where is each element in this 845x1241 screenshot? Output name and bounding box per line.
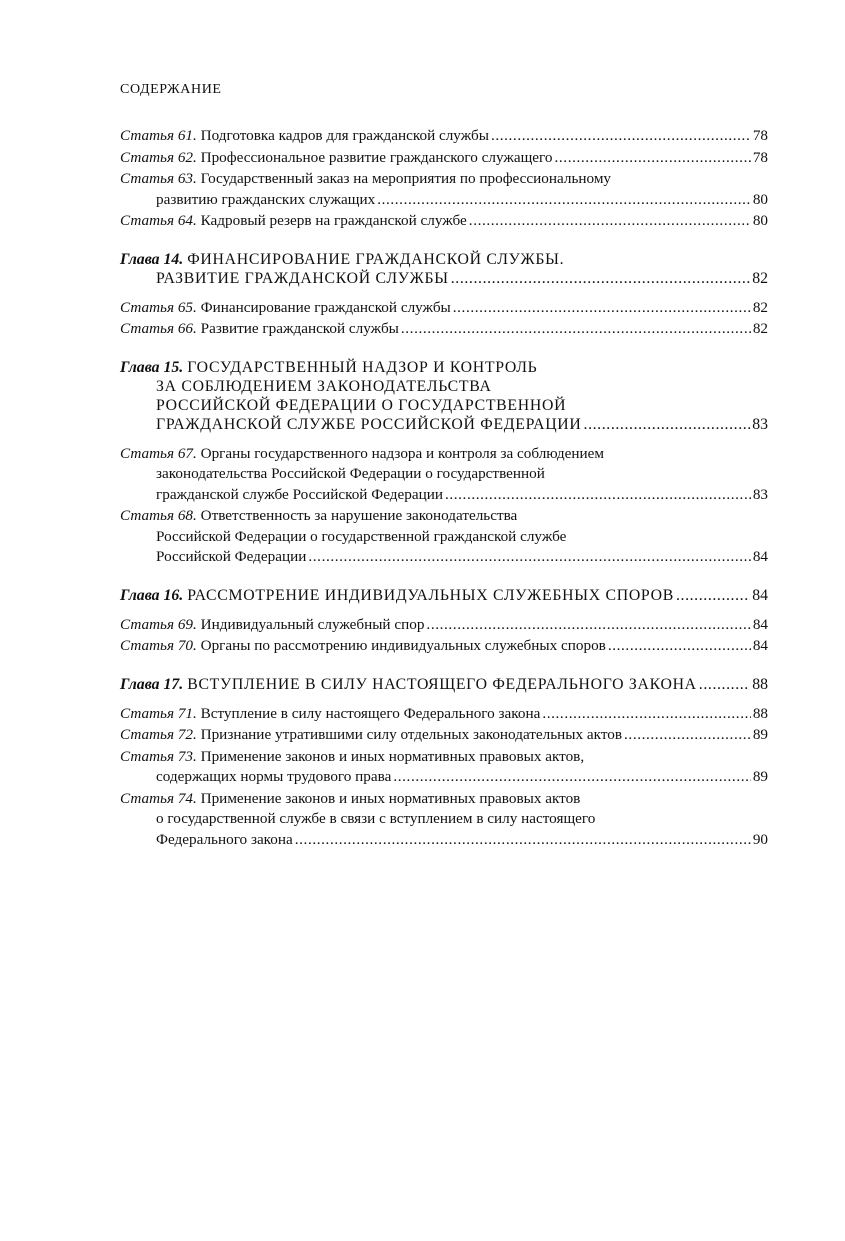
entry-title: Подготовка кадров для гражданской службы xyxy=(200,127,489,144)
entry-label: Глава 15. xyxy=(120,358,184,376)
dot-leader xyxy=(453,298,751,319)
toc-entry-article-67[interactable] xyxy=(120,444,768,506)
toc-entry-article-69[interactable] xyxy=(120,615,768,636)
toc-entry-chapter-14[interactable] xyxy=(120,250,768,288)
entry-title: РАССМОТРЕНИЕ ИНДИВИДУАЛЬНЫХ СЛУЖЕБНЫХ СПОРОВ xyxy=(187,586,674,604)
toc-entry-chapter-17[interactable] xyxy=(120,675,768,694)
toc-entry-article-63[interactable] xyxy=(120,169,768,210)
entry-title-continued: гражданской службе Российской Федерации xyxy=(156,485,443,503)
dot-leader xyxy=(469,211,751,232)
entry-title: ФИНАНСИРОВАНИЕ ГРАЖДАНСКОЙ СЛУЖБЫ. xyxy=(187,250,565,268)
entry-label: Статья 73. xyxy=(120,747,197,765)
entry-title-continued: ГРАЖДАНСКОЙ СЛУЖБЕ РОССИЙСКОЙ ФЕДЕРАЦИИ xyxy=(156,415,582,433)
entry-title-continued: ЗА СОБЛЮДЕНИЕМ ЗАКОНОДАТЕЛЬСТВА xyxy=(156,377,492,395)
entry-title: Ответственность за нарушение законодательства xyxy=(200,507,518,524)
entry-title: Индивидуальный служебный спор xyxy=(200,615,425,633)
entry-title-continued: РАЗВИТИЕ ГРАЖДАНСКОЙ СЛУЖБЫ xyxy=(156,269,449,287)
running-head: СОДЕРЖАНИЕ xyxy=(120,82,222,97)
page-number: 84 xyxy=(752,586,768,604)
entry-title: ВСТУПЛЕНИЕ В СИЛУ НАСТОЯЩЕГО ФЕДЕРАЛЬНОГО ЗАКОНА xyxy=(187,675,697,693)
entry-label: Глава 17. xyxy=(120,675,184,693)
entry-label: Статья 62. xyxy=(120,148,197,166)
entry-title-continued: Российской Федерации о государственной гражданской службе xyxy=(156,527,567,545)
entry-title-continued: Российской Федерации xyxy=(156,548,307,565)
entry-label: Статья 70. xyxy=(120,637,197,654)
page-number: 89 xyxy=(752,768,768,785)
entry-label: Статья 72. xyxy=(120,726,197,743)
page-number: 82 xyxy=(752,320,768,337)
entry-title-continued: о государственной службе в связи с вступлением в силу настоящего xyxy=(156,810,596,827)
dot-leader xyxy=(426,615,750,636)
entry-title-continued: развитию гражданских служащих xyxy=(156,190,376,208)
entry-label: Статья 67. xyxy=(120,444,197,462)
toc-entry-chapter-16[interactable] xyxy=(120,586,768,605)
dot-leader xyxy=(555,148,751,169)
entry-label: Статья 61. xyxy=(120,127,197,144)
entry-title: ГОСУДАРСТВЕННЫЙ НАДЗОР И КОНТРОЛЬ xyxy=(187,358,538,376)
entry-title-continued: Федерального закона xyxy=(156,830,293,848)
entry-title: Признание утратившими силу отдельных законодательных актов xyxy=(200,726,623,743)
page-number: 88 xyxy=(752,704,768,722)
dot-leader xyxy=(699,675,750,694)
entry-title: Государственный заказ на мероприятия по профессиональному xyxy=(200,170,612,187)
toc-entry-article-70[interactable] xyxy=(120,636,768,657)
dot-leader xyxy=(401,319,751,340)
entry-title: Развитие гражданской службы xyxy=(200,320,399,337)
entry-title: Финансирование гражданской службы xyxy=(200,298,451,316)
toc-entry-article-61[interactable] xyxy=(120,126,768,147)
entry-label: Статья 71. xyxy=(120,704,197,722)
toc-entry-article-68[interactable] xyxy=(120,506,768,568)
toc-entry-article-65[interactable] xyxy=(120,298,768,319)
dot-leader xyxy=(445,485,751,506)
dot-leader xyxy=(308,547,750,568)
toc-entry-chapter-15[interactable] xyxy=(120,358,768,434)
dot-leader xyxy=(491,126,751,147)
page-number: 84 xyxy=(752,615,768,633)
dot-leader xyxy=(451,269,750,288)
entry-title: Вступление в силу настоящего Федерального закона xyxy=(200,704,541,722)
entry-title: Органы по рассмотрению индивидуальных служебных споров xyxy=(200,637,606,654)
entry-title: Профессиональное развитие гражданского служащего xyxy=(200,148,553,166)
toc-entry-article-72[interactable] xyxy=(120,725,768,746)
entry-title: Применение законов и иных нормативных правовых актов, xyxy=(200,747,585,765)
page-number: 84 xyxy=(752,637,768,654)
entry-title: Органы государственного надзора и контроля за соблюдением xyxy=(200,444,604,462)
entry-label: Глава 14. xyxy=(120,250,184,268)
dot-leader xyxy=(676,586,750,605)
entry-title-continued: содержащих нормы трудового права xyxy=(156,768,392,785)
page-number: 89 xyxy=(752,726,768,743)
entry-label: Статья 63. xyxy=(120,170,197,187)
dot-leader xyxy=(295,830,751,851)
dot-leader xyxy=(584,415,751,434)
dot-leader xyxy=(377,190,751,211)
entry-label: Статья 68. xyxy=(120,507,197,524)
table-of-contents xyxy=(120,125,768,850)
page-number: 90 xyxy=(752,830,768,848)
toc-entry-article-73[interactable] xyxy=(120,747,768,788)
page-number: 78 xyxy=(752,148,768,166)
toc-entry-article-74[interactable] xyxy=(120,789,768,851)
entry-label: Глава 16. xyxy=(120,586,184,604)
page-number: 83 xyxy=(752,485,768,503)
entry-label: Статья 64. xyxy=(120,212,197,229)
page-number: 83 xyxy=(752,415,768,433)
page-number: 78 xyxy=(752,127,768,144)
dot-leader xyxy=(542,704,750,725)
entry-label: Статья 66. xyxy=(120,320,197,337)
dot-leader xyxy=(624,725,751,746)
toc-entry-article-66[interactable] xyxy=(120,319,768,340)
page-number: 84 xyxy=(752,548,768,565)
page-number: 80 xyxy=(752,190,768,208)
page-number: 88 xyxy=(752,675,768,693)
entry-title: Кадровый резерв на гражданской службе xyxy=(200,212,467,229)
entry-title-continued: РОССИЙСКОЙ ФЕДЕРАЦИИ О ГОСУДАРСТВЕННОЙ xyxy=(156,396,567,414)
entry-label: Статья 69. xyxy=(120,615,197,633)
entry-label: Статья 74. xyxy=(120,789,197,807)
entry-label: Статья 65. xyxy=(120,298,197,316)
toc-entry-article-64[interactable] xyxy=(120,211,768,232)
page-number: 82 xyxy=(752,269,768,287)
page-number: 82 xyxy=(752,298,768,316)
entry-title-continued: законодательства Российской Федерации о государственной xyxy=(156,465,545,482)
dot-leader xyxy=(608,636,751,657)
entry-title: Применение законов и иных нормативных правовых актов xyxy=(200,789,581,807)
dot-leader xyxy=(393,767,750,788)
toc-entry-article-62[interactable] xyxy=(120,148,768,169)
toc-entry-article-71[interactable] xyxy=(120,704,768,725)
page-number: 80 xyxy=(752,212,768,229)
